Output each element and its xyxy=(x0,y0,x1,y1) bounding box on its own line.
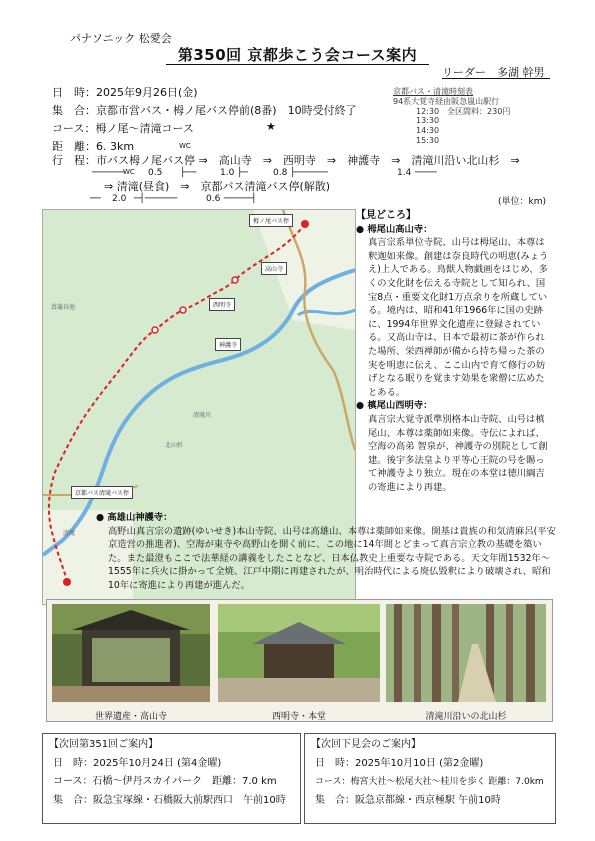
next-preview-heading: 【次回下見会のご案内】 xyxy=(311,739,421,750)
star-mark: ★ xyxy=(266,120,276,133)
title-underline xyxy=(166,64,429,65)
map-label-kiyotaki-busstop: 京都バス清滝バス停 xyxy=(71,486,133,499)
segment-tick: ├────── xyxy=(290,168,328,178)
bus-time: 13:30 xyxy=(416,116,440,125)
wc-mark: WC xyxy=(179,142,191,150)
map-label-river: 清滝川 xyxy=(193,412,212,419)
segment-tick: ├── xyxy=(180,168,197,178)
next-walk-box xyxy=(42,733,301,824)
segment-line: ── xyxy=(90,194,101,204)
sight-title: ● 栂尾山高山寺： xyxy=(356,223,433,235)
route-row-1 xyxy=(52,152,520,168)
photo-caption: 世界遺産・高山寺 xyxy=(94,712,167,722)
distance-label: 距 離： xyxy=(52,140,96,153)
map-label-kiyotaki: 清滝 xyxy=(63,530,76,537)
segment-tick: ─┤────── xyxy=(134,194,178,204)
bus-time: 14:30 xyxy=(416,126,440,135)
sight-title: ● 高雄山神護寺： xyxy=(96,512,173,523)
route-label: 行 程： xyxy=(52,154,96,167)
sight-body: 真言宗大覚寺派準別格本山寺院、山号は槙尾山、本尊は薬師如来像。寺伝によれば、空海の高弟 智泉が、神護寺の別院として創建。後宇多法皇より平等心王院の号を賜って神護寺より独立。現在の本堂は徳川綱吉の寄進により再建。 xyxy=(368,413,548,493)
meet-row xyxy=(52,102,357,118)
sights-panel xyxy=(356,209,552,494)
segment-distance: 2.0 xyxy=(112,194,127,204)
sight-title-text: 栂尾山高山寺： xyxy=(367,223,433,235)
next-preview-date: 日 時：2025年10月10日 (第2金曜) xyxy=(315,757,484,769)
segment-tick: ├─ xyxy=(237,168,248,178)
sight-body: 真言宗系単位寺院、山号は栂尾山、本尊は釈迦如来像。創建は奈良時代の明恵(みょうえ)上人である。鳥獣人物戯画をはじめ、多くの文化財を伝える寺院として知られ、国宝8点・重要文化財1万点余りを所蔵している。境内は、昭和41年1966年に国の史跡に、1994年世界文化遺産に登録されている。又高山寺は、日本で最初に茶が作られた場所、栄西禅師が備から持ち帰った茶の実を明恵に伝え、ここ山内で育て修行の妨げとなる眠りを覚ます効果を衆僧に広めたとある。 xyxy=(368,237,549,398)
bus-line: 94系大覚寺経由阪急嵐山駅行 xyxy=(393,97,500,106)
course-label: コース： xyxy=(52,122,96,135)
photo-saimyoji xyxy=(218,604,380,702)
date-label: 日 時： xyxy=(52,86,96,99)
meet-label: 集 合： xyxy=(52,104,96,117)
kitayama-photo-graphic xyxy=(386,604,546,702)
page-title: 第350回 京都歩こう会コース案内 xyxy=(177,46,418,64)
photo-kitayama-sugi xyxy=(386,604,546,702)
next-walk-course: コース：石橋～伊丹スカイパーク 距離：7.0 km xyxy=(53,776,277,787)
sight-body: 高野山真言宗の遺跡(ゆいせき)本山寺院、山号は高雄山、本尊は薬師如来像。開基は貴族の和気清麻呂(平安京造営の推進者)、空海が東寺や高野山を開く前に、この地に14年間とどまって真言宗立教の基礎を築いた。また最澄もここで法華経の講義をしたことなど、日本仏教史上重要な寺院である。天文年間1532年～1555年に兵火に掛かって全焼、江戸中期に再建されたが、明治時代による廃仏毀釈により破壊され、昭和10年に寄進により再建が進んだ。 xyxy=(108,525,556,591)
map-label-pond: 菖蒲谷池 xyxy=(51,304,76,311)
sight-title-text: 槙尾山西明寺： xyxy=(367,400,433,412)
segment-distance: 1.4 xyxy=(397,168,412,178)
course-row xyxy=(52,120,194,136)
leader-name: リーダー 多湖 幹男 xyxy=(442,66,545,79)
sight-title: ● 槙尾山西明寺： xyxy=(356,400,433,412)
bus-timetable-title: 京都バス・清滝時刻表 xyxy=(393,87,473,96)
org-name: パナソニック 松愛会 xyxy=(70,32,172,45)
photo-caption: 西明寺・本堂 xyxy=(271,712,326,722)
segment-line: ──── xyxy=(415,168,437,178)
wc-mark: WC xyxy=(123,168,135,176)
next-walk-date: 日 時：2025年10月24日 (第4金曜) xyxy=(53,757,222,769)
photo-caption: 清滝川沿いの北山杉 xyxy=(425,712,507,722)
meet-value: 京都市営バス・栂ノ尾バス停前(8番) 10時受付終了 xyxy=(96,104,357,117)
bus-time: 12:30 全区間料：230円 xyxy=(416,107,511,116)
kozanji-photo-graphic xyxy=(52,604,210,702)
date-row xyxy=(52,84,198,100)
map-label-kitayama: 北山杉 xyxy=(165,442,184,449)
date-value: 2025年9月26日(金) xyxy=(96,86,198,99)
bus-time: 15:30 xyxy=(416,136,440,145)
segment-distance: 1.0 xyxy=(220,168,235,178)
sight-title-text: 高雄山神護寺： xyxy=(107,512,173,523)
map-label-saimyoji: 西明寺 xyxy=(209,298,235,311)
next-preview-course: コース：梅宮大社～松尾大社～桂川を歩く 距離：7.0km xyxy=(315,777,544,787)
segment-distance: 0.5 xyxy=(148,168,163,178)
next-preview-meet: 集 合：阪急京都線・西京極駅 午前10時 xyxy=(315,794,501,806)
map-label-jingoji: 神護寺 xyxy=(215,338,241,351)
next-walk-meet: 集 合：阪急宝塚線・石橋阪大前駅西口 午前10時 xyxy=(53,794,286,806)
sights-heading: 【見どころ】 xyxy=(356,210,416,221)
segment-line: ────── xyxy=(92,168,125,178)
jingoji-section xyxy=(96,511,556,592)
map-label-togano-busstop: 栂ノ尾バス停 xyxy=(249,214,293,227)
photo-kozanji xyxy=(52,604,210,702)
route-line-1: 市バス栂ノ尾バス停 ⇒ 高山寺 ⇒ 西明寺 ⇒ 神護寺 ⇒ 清滝川沿い北山杉 ⇒ xyxy=(96,154,520,167)
segment-distance: 0.8 xyxy=(273,168,288,178)
leader-underline xyxy=(442,78,550,79)
saimyoji-photo-graphic xyxy=(218,604,380,702)
segment-distance: 0.6 xyxy=(206,194,221,204)
route-row-2: ⇒ 清滝(昼食) ⇒ 京都バス清滝バス停(解散) xyxy=(104,180,331,193)
course-value: 栂ノ尾～清滝コース xyxy=(95,122,194,135)
next-walk-heading: 【次回第351回ご案内】 xyxy=(49,739,159,750)
distance-value: 6. 3km xyxy=(96,140,135,153)
next-preview-box xyxy=(304,733,556,824)
unit-label: (単位：km) xyxy=(498,197,547,207)
map-label-kozanji: 高山寺 xyxy=(261,262,287,275)
segment-line: ─────┤ xyxy=(224,194,257,204)
